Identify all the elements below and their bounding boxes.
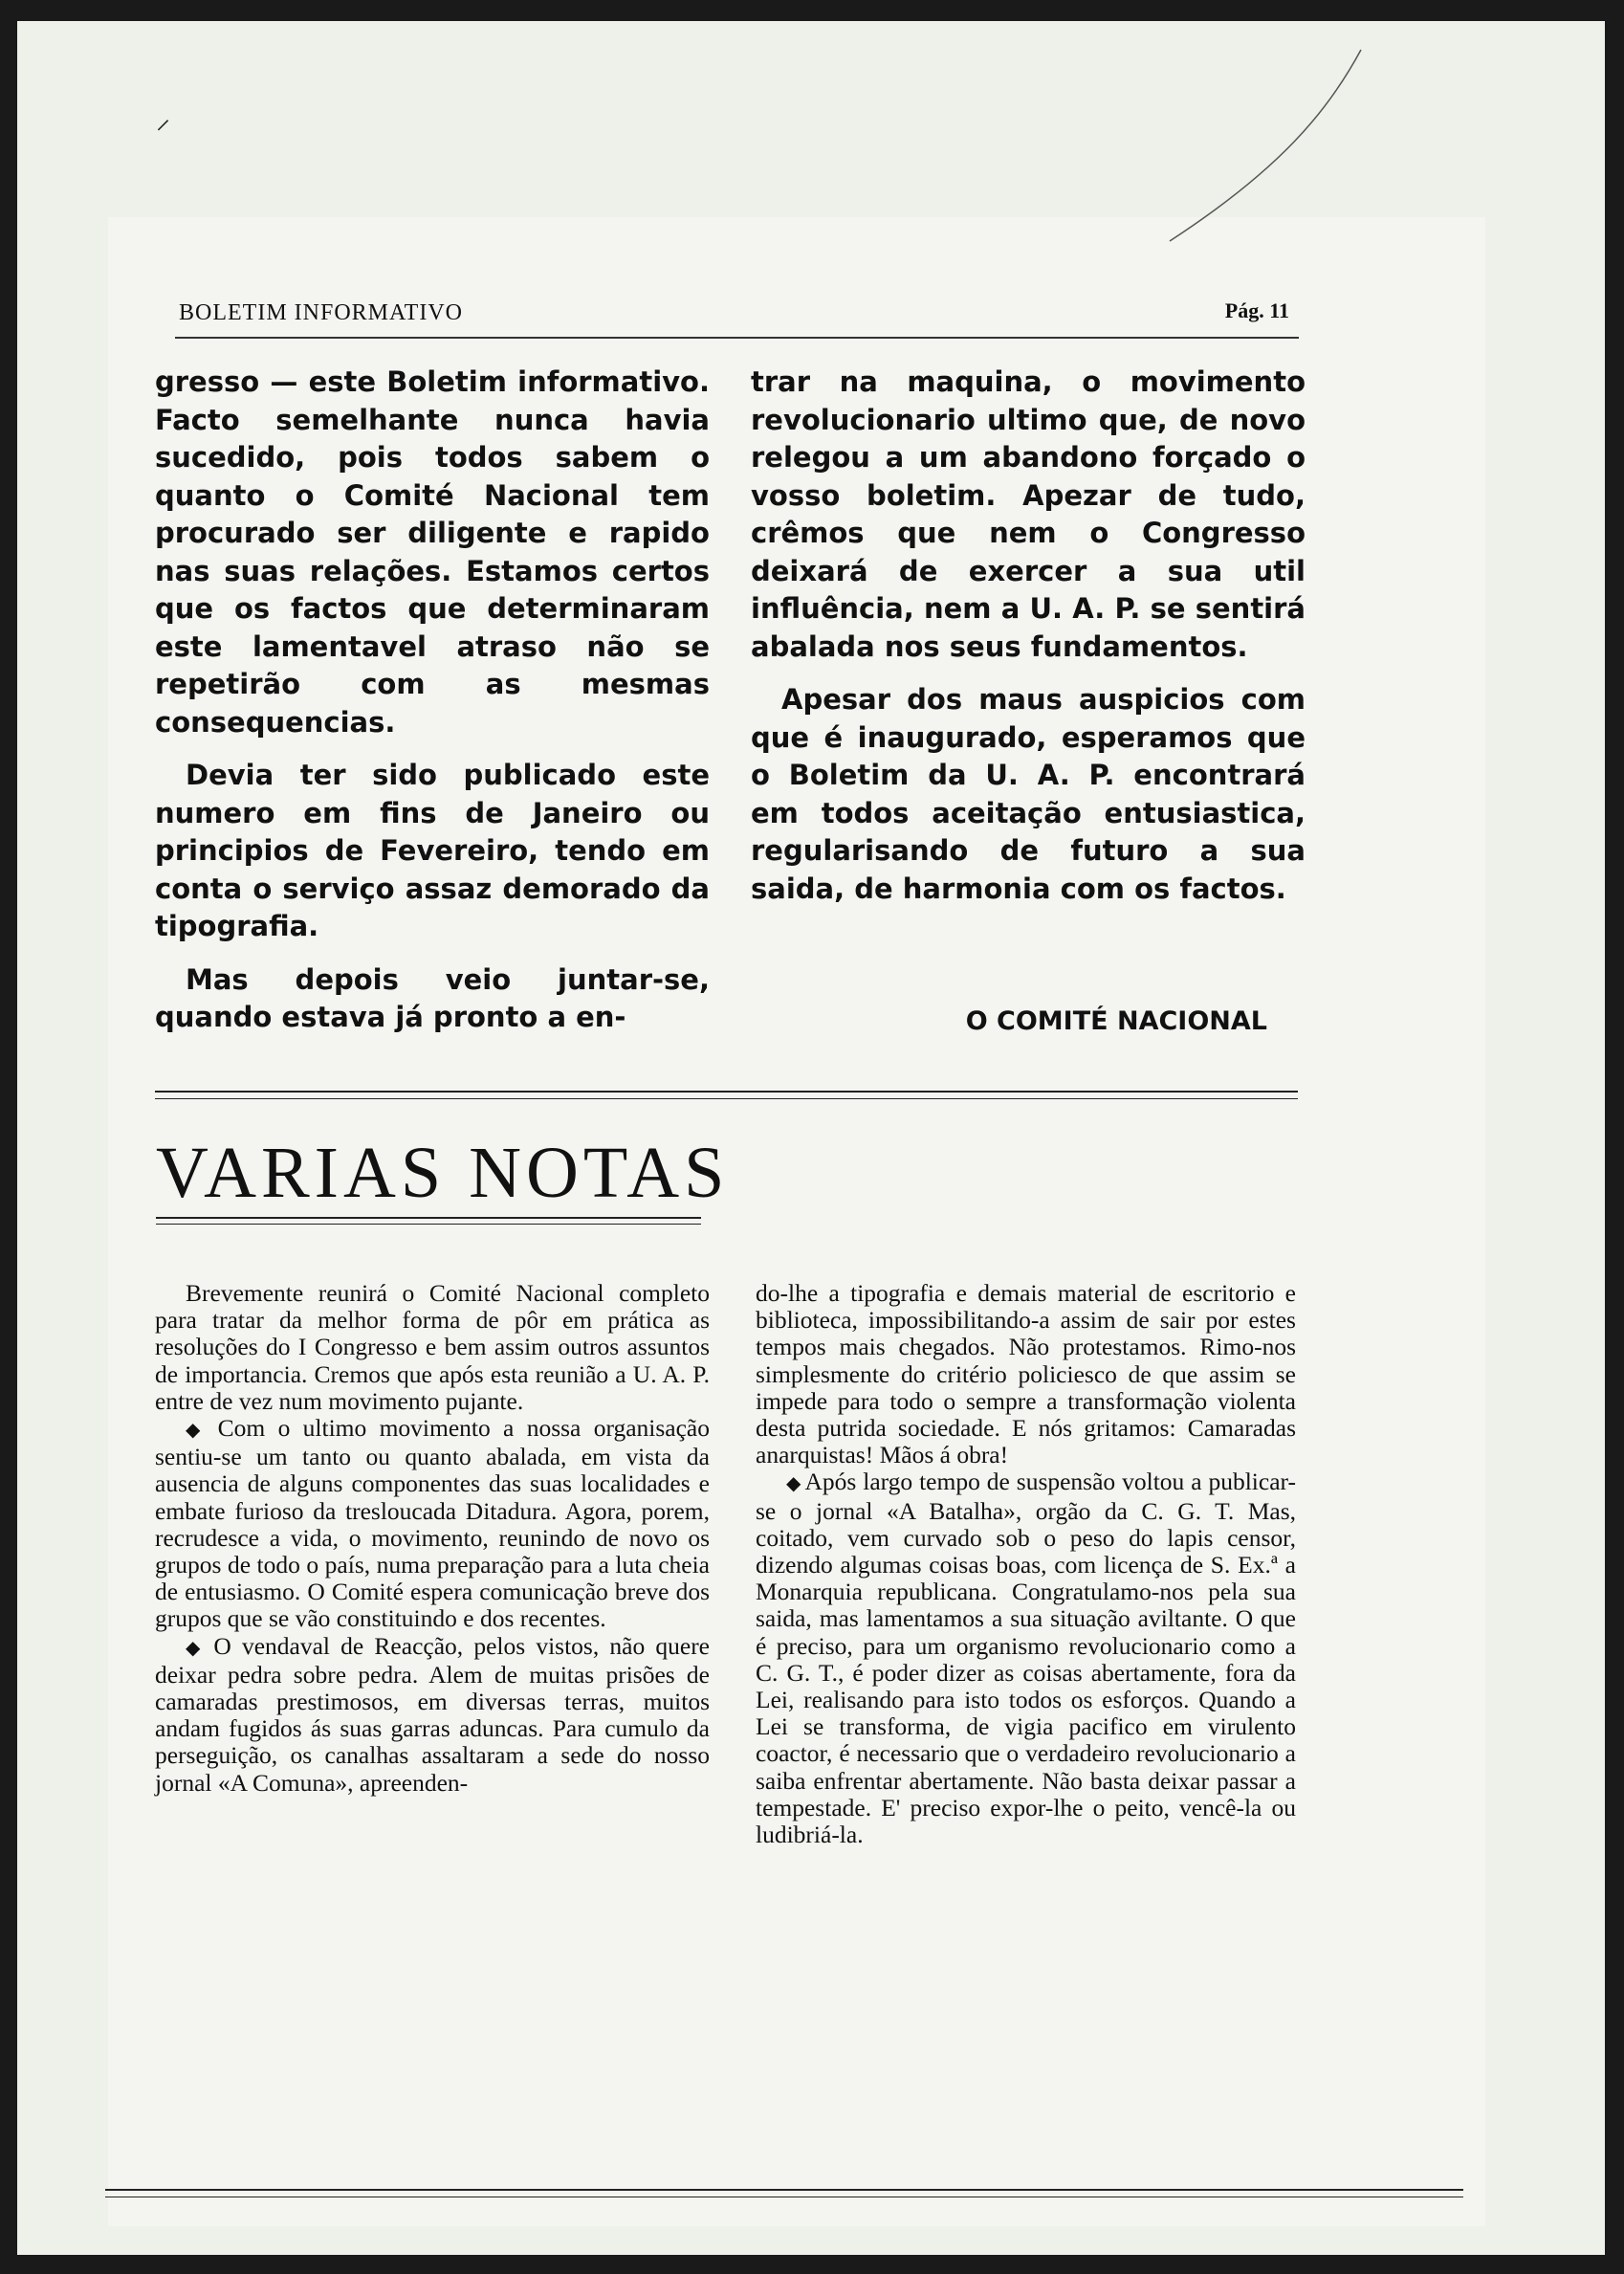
ornament-icon: ◆ (186, 1637, 204, 1659)
note-text: Com o ultimo movimento a nossa organisação sentiu-se um tanto ou quanto abalada, em vista da ausencia de alguns componentes das suas localidades e embate furioso da tresloucada Ditadura. Agora, porem, recrudesce a vida, o movimento, reunindo de novo os grupos de todo o país, numa preparação para a luta cheia de entusiasmo. O Comité espera comunicação breve dos grupos que se vão constituindo e dos recentes. (155, 1414, 711, 1633)
editorial-paragraph: gresso — este Boletim informativo. Facto semelhante nunca havia sucedido, pois todos sabem o quanto o Comité Nacional tem procurado ser diligente e rapido nas suas relações. Estamos certos que os factos que determinaram este lamentavel atraso não se repetirão com as mesmas consequencias. (155, 365, 710, 739)
corner-mark: ⸝ (156, 103, 170, 135)
page-header (175, 298, 1299, 339)
ornament-icon: ◆ (186, 1420, 206, 1442)
editorial-paragraph: Mas depois veio juntar-se, quando estava já pronto a en- (155, 962, 710, 1033)
note-paragraph: do-lhe a tipografia e demais material de escritorio e biblioteca, impossibilitando-a assim de sair por estes tempos mais chegados. Não protestamos. Rimo-nos simplesmente do critério policiesco de que assim se impede para todo o sempre a transformação violenta desta putrida sociedade. E nós gritamos: Camaradas anarquistas! Mãos á obra! (756, 1279, 1296, 1469)
note-paragraph (756, 1468, 1296, 1848)
editorial-paragraph: trar na maquina, o movimento revolucionario ultimo que, de novo relegou a um abandono forçado o vosso boletim. Apezar de tudo, crêmos que nem o Congresso deixará de exercer a sua util influência, nem a U. A. P. se sentirá abalada nos seus fundamentos. (751, 365, 1306, 663)
note-paragraph (155, 1415, 710, 1633)
notes-right-column (756, 1280, 1296, 1848)
section-title-underline (156, 1217, 701, 1225)
bottom-border-rule (105, 2189, 1463, 2197)
note-text: O vendaval de Reacção, pelos vistos, não quere deixar pedra sobre pedra. Alem de muitas prisões de camaradas prestimosos, em diversas terras, muitos andam fugidos ás suas garras aduncas. Para cumulo da perseguição, os canalhas assaltaram a sede do nosso jornal «A Comuna», apreenden- (155, 1631, 711, 1797)
page-number: Pág. 11 (1224, 298, 1289, 322)
note-paragraph: Brevemente reunirá o Comité Nacional completo para tratar da melhor forma de pôr em prática as resoluções do I Congresso e bem assim outros assuntos de importancia. Cremos que após esta reunião a U. A. P. entre de vez num movimento pujante. (155, 1279, 710, 1415)
note-paragraph (155, 1633, 710, 1797)
ornament-icon: ◆ (786, 1473, 800, 1495)
editorial-left-column (155, 364, 710, 1052)
fold-crease (1165, 45, 1375, 246)
publication-title: BOLETIM INFORMATIVO (179, 300, 463, 325)
note-text: Após largo tempo de suspensão voltou a publicar-se o jornal «A Batalha», orgão da C. G. T. Mas, coitado, vem curvado sob o peso do lapis censor, dizendo algumas coisas boas, com licença de S. Ex.ª a Monarquia republicana. Congratulamo-nos pela sua saida, mas lamentamos a sua situação aviltante. O que é preciso, para um organismo revolucionario como a C. G. T., é poder dizer as coisas abertamente, fora da Lei, realisando para isto todos os esforços. Quando a Lei se transforma, de vigia pacifico em virulento coactor, é necessario que o verdadeiro revolucionario a saiba enfrentar abertamente. Não basta deixar passar a tempestade. E' preciso expor-lhe o peito, vencê-la ou ludibriá-la. (756, 1468, 1296, 1849)
editorial-right-column (751, 364, 1306, 923)
editorial-paragraph: Devia ter sido publicado este numero em fins de Janeiro ou principios de Fevereiro, tendo em conta o serviço assaz demorado da tipografia. (155, 759, 710, 942)
editorial-signature: O COMITÉ NACIONAL (965, 1006, 1267, 1036)
notes-left-column (155, 1280, 710, 1797)
section-divider (155, 1091, 1298, 1099)
section-title: VARIAS NOTAS (156, 1133, 730, 1213)
editorial-paragraph: Apesar dos maus auspicios com que é inaugurado, esperamos que o Boletim da U. A. P. encontrará em todos aceitação entusiastica, regularisando de futuro a sua saida, de harmonia com os factos. (751, 683, 1306, 905)
